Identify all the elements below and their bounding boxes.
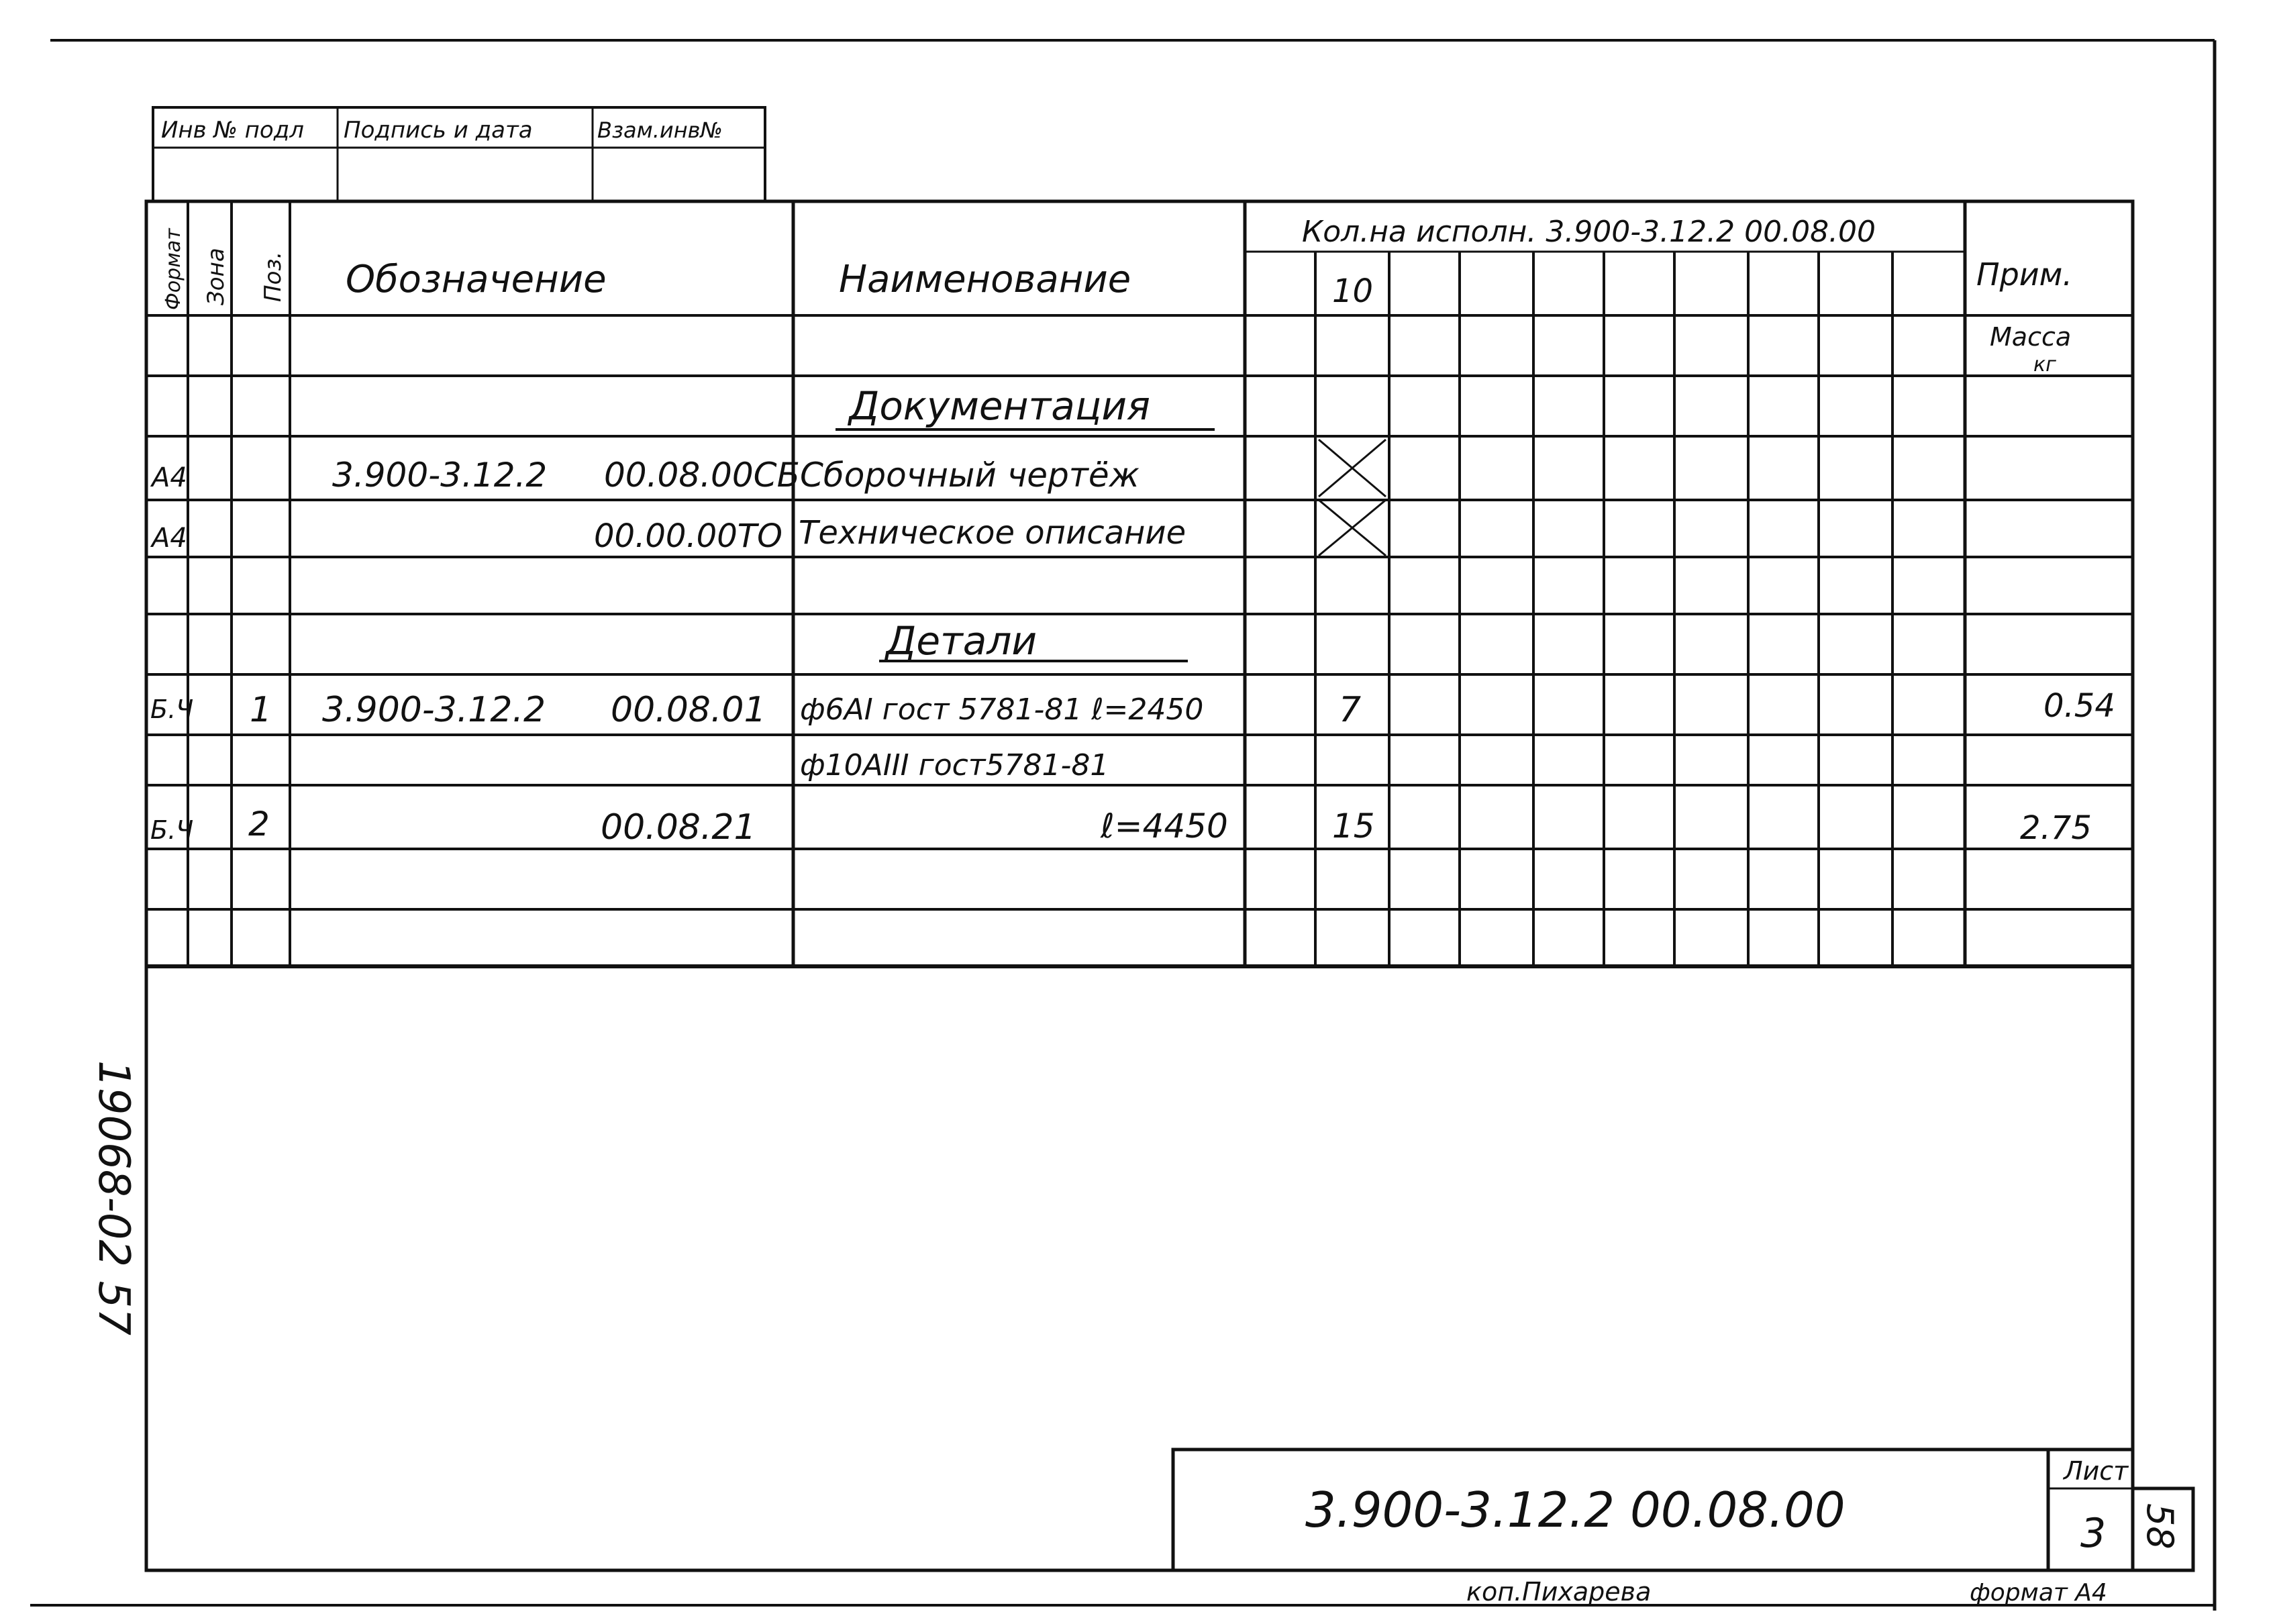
format-label: формат А4 bbox=[1970, 1579, 2107, 1607]
header-isp-number: 10 bbox=[1332, 272, 1374, 310]
row-1-code2: 00.08.00СБ bbox=[604, 456, 800, 495]
header-massa-unit: кг bbox=[2033, 353, 2056, 376]
stamp-inv-podl: Инв № подл bbox=[161, 117, 304, 144]
header-kol-na-ispoln: Кол.на исполн. 3.900-3.12.2 00.08.00 bbox=[1302, 215, 1876, 249]
row-6-pos: 2 bbox=[248, 805, 270, 844]
spec-table-grid bbox=[146, 201, 2133, 966]
row-6-mass: 2.75 bbox=[2020, 809, 2092, 847]
header-pos: Поз. bbox=[260, 251, 287, 302]
left-vertical-number: 19068-02 57 bbox=[89, 1060, 138, 1335]
header-format: Формат bbox=[162, 228, 185, 310]
header-naimenovanie: Наименование bbox=[839, 258, 1131, 301]
row-4-code2: 00.08.01 bbox=[611, 690, 766, 730]
row-6-format: Б.Ч bbox=[150, 815, 194, 845]
row-6-name: ℓ=4450 bbox=[1101, 807, 1228, 846]
row-4-format: Б.Ч bbox=[150, 695, 194, 724]
row-5-name: ф10АIII гост5781-81 bbox=[800, 748, 1109, 782]
stamp-vzam-inv: Взам.инв№ bbox=[597, 117, 723, 143]
row-4-name: ф6АI гост 5781-81 ℓ=2450 bbox=[800, 693, 1204, 727]
row-2-code2: 00.00.00ТО bbox=[594, 517, 782, 555]
row-1-code1: 3.900-3.12.2 bbox=[332, 456, 548, 495]
section-title-documentation: Документация bbox=[849, 383, 1150, 429]
section-title-details: Детали bbox=[886, 618, 1038, 664]
header-zone: Зона bbox=[203, 248, 230, 305]
sheet-label: Лист bbox=[2064, 1456, 2129, 1486]
row-4-qty: 7 bbox=[1339, 690, 1362, 730]
row-1-name: Сборочный чертёж bbox=[800, 456, 1140, 495]
row-6-code2: 00.08.21 bbox=[601, 807, 756, 848]
row-2-name: Техническое описание bbox=[799, 514, 1186, 552]
header-prim: Прим. bbox=[1976, 256, 2073, 293]
row-6-qty: 15 bbox=[1332, 807, 1375, 846]
stamp-sign-date: Подпись и дата bbox=[344, 117, 533, 144]
row-4-mass: 0.54 bbox=[2043, 687, 2115, 725]
title-designation: 3.900-3.12.2 00.08.00 bbox=[1305, 1482, 1846, 1538]
header-oboznachenie: Обозначение bbox=[346, 258, 607, 301]
page-corner-number: 58 bbox=[2139, 1503, 2181, 1550]
copied-by: коп.Пихарева bbox=[1466, 1577, 1652, 1607]
row-4-code1: 3.900-3.12.2 bbox=[322, 690, 546, 730]
row-4-pos: 1 bbox=[250, 690, 272, 730]
row-1-format: А4 bbox=[152, 462, 187, 493]
header-massa: Масса bbox=[1990, 322, 2072, 352]
row-2-format: А4 bbox=[152, 523, 187, 554]
sheet-number: 3 bbox=[2080, 1510, 2107, 1557]
